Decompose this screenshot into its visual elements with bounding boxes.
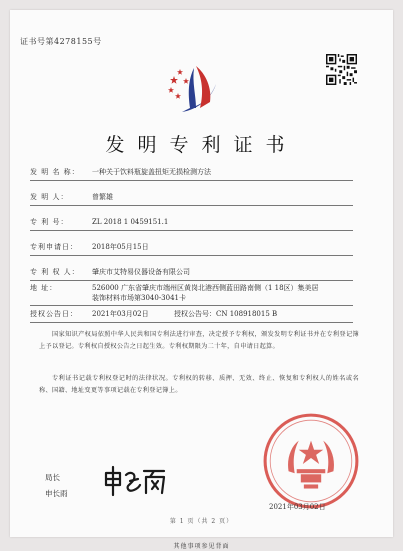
divider <box>30 255 353 256</box>
divider <box>30 205 353 206</box>
inventor-value: 曾繁雄 <box>92 193 113 201</box>
invention-name-field <box>30 167 211 177</box>
filing-date-label: 专利申请日： <box>30 243 78 251</box>
patentee-value: 肇庆市艾特易仪器设备有限公司 <box>92 268 190 276</box>
divider <box>30 305 353 306</box>
inventor-field <box>30 192 113 202</box>
patent-number-label: 专 利 号： <box>30 218 69 226</box>
legal-status-paragraph: 专利证书记载专利权登记时的法律状况。专利权的转移、质押、无效、终止、恢复和专利权人的姓名或名称、国籍、地址变更等事项记载在专利登记簿上。 <box>39 375 359 394</box>
certificate-number: 证书号第4278155号 <box>20 37 102 46</box>
patentee-label: 专 利 权 人： <box>30 268 80 276</box>
grant-date-value: 2021年03月02日 <box>92 310 149 318</box>
signatory-block <box>45 470 68 502</box>
official-seal <box>260 410 362 512</box>
divider <box>30 280 353 281</box>
footer-note: 其他事项参见背面 <box>173 543 230 550</box>
certificate-title: 发明专利证书 <box>105 134 298 156</box>
grant-date-label: 授权公告日： <box>30 310 78 318</box>
invention-name-label: 发 明 名 称： <box>30 168 80 176</box>
seal-date: 2021年03月02日 <box>269 503 326 511</box>
signatory-title: 局长 <box>45 473 60 482</box>
divider <box>30 322 353 323</box>
patent-number-field <box>30 217 168 227</box>
qr-code <box>326 54 357 85</box>
invention-name-value: 一种关于饮料瓶旋盖扭矩无损检测方法 <box>92 168 211 176</box>
handwritten-signature <box>102 465 168 497</box>
filing-date-value: 2018年05月15日 <box>92 243 149 251</box>
inventor-label: 发 明 人： <box>30 193 69 201</box>
signatory-name: 申长雨 <box>45 489 68 498</box>
page-indicator: 第 1 页（共 2 页） <box>169 518 234 525</box>
address-field <box>30 283 92 293</box>
grant-number-value: CN 108918015 B <box>216 310 278 318</box>
patentee-field <box>30 267 190 277</box>
patent-number-value: ZL 2018 1 0459151.1 <box>92 218 169 226</box>
patent-office-emblem <box>166 62 228 114</box>
divider <box>30 230 353 231</box>
filing-date-field <box>30 242 149 252</box>
grant-info-field <box>30 309 277 319</box>
address-value: 526000 广东省肇庆市端州区黄岗北港西侧蓝田路南侧（1 18区）集美居装饰材料市场第3040-3041卡 <box>92 284 319 302</box>
address-label: 地 址： <box>30 284 58 292</box>
certificate-page <box>10 10 393 537</box>
grant-statement-paragraph: 国家知识产权局依照中华人民共和国专利法进行审查，决定授予专利权，颁发发明专利证书并在专利登记簿上予以登记。专利权自授权公告之日起生效。专利权期限为二十年，自申请日起算。 <box>39 331 359 350</box>
divider <box>30 180 353 181</box>
grant-number-label: 授权公告号： <box>174 310 216 318</box>
